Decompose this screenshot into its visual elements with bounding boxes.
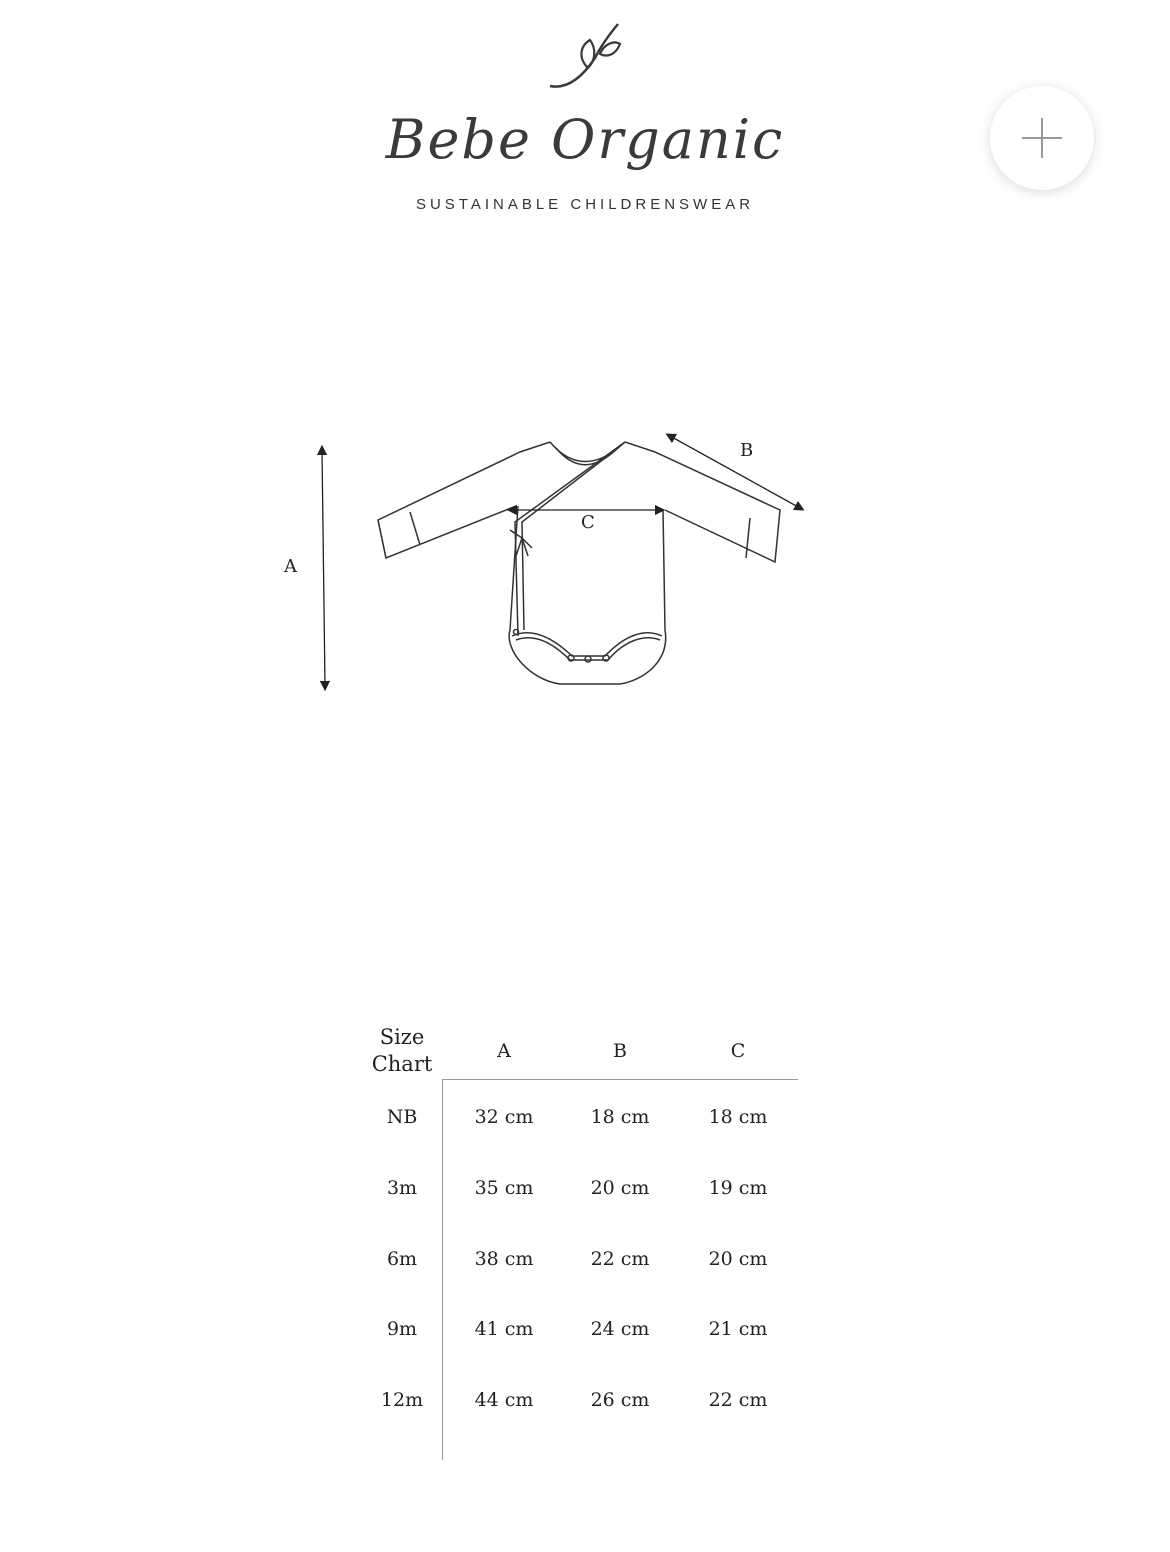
column-header-b: B [613, 1040, 627, 1062]
size-chart-table [360, 1022, 800, 1462]
row-size-label: NB [386, 1106, 418, 1128]
table-cell: 26 cm [590, 1389, 650, 1411]
table-cell: 35 cm [474, 1177, 534, 1199]
measurement-b-label: B [740, 440, 754, 461]
table-cell: 18 cm [708, 1106, 768, 1128]
measurement-b-arrow [670, 436, 800, 508]
measurement-a-label: A [284, 556, 297, 577]
table-cell: 19 cm [708, 1177, 768, 1199]
bodysuit-outline [378, 442, 780, 684]
header-divider [442, 1079, 798, 1080]
brand-tagline: SUSTAINABLE CHILDRENSWEAR [415, 196, 755, 213]
table-cell: 22 cm [708, 1389, 768, 1411]
table-cell: 24 cm [590, 1318, 650, 1340]
brand-name: Bebe Organic [385, 108, 785, 171]
table-cell: 20 cm [590, 1177, 650, 1199]
add-button[interactable] [990, 86, 1094, 190]
column-header-a: A [497, 1040, 511, 1062]
column-header-c: C [730, 1040, 746, 1062]
table-cell: 38 cm [474, 1248, 534, 1270]
leaf-icon [540, 18, 630, 98]
table-cell: 18 cm [590, 1106, 650, 1128]
size-chart-title: Size Chart [371, 1025, 433, 1076]
table-cell: 44 cm [474, 1389, 534, 1411]
plus-icon [990, 86, 1094, 190]
row-size-label: 12m [380, 1389, 424, 1411]
measurement-a-arrow [322, 450, 325, 686]
table-cell: 32 cm [474, 1106, 534, 1128]
bodysuit-diagram [260, 430, 820, 710]
row-size-label: 9m [386, 1318, 418, 1340]
table-cell: 21 cm [708, 1318, 768, 1340]
table-cell: 41 cm [474, 1318, 534, 1340]
table-cell: 20 cm [708, 1248, 768, 1270]
table-cell: 22 cm [590, 1248, 650, 1270]
row-size-label: 6m [386, 1248, 418, 1270]
row-size-label: 3m [386, 1177, 418, 1199]
measurement-c-label: C [581, 512, 595, 533]
